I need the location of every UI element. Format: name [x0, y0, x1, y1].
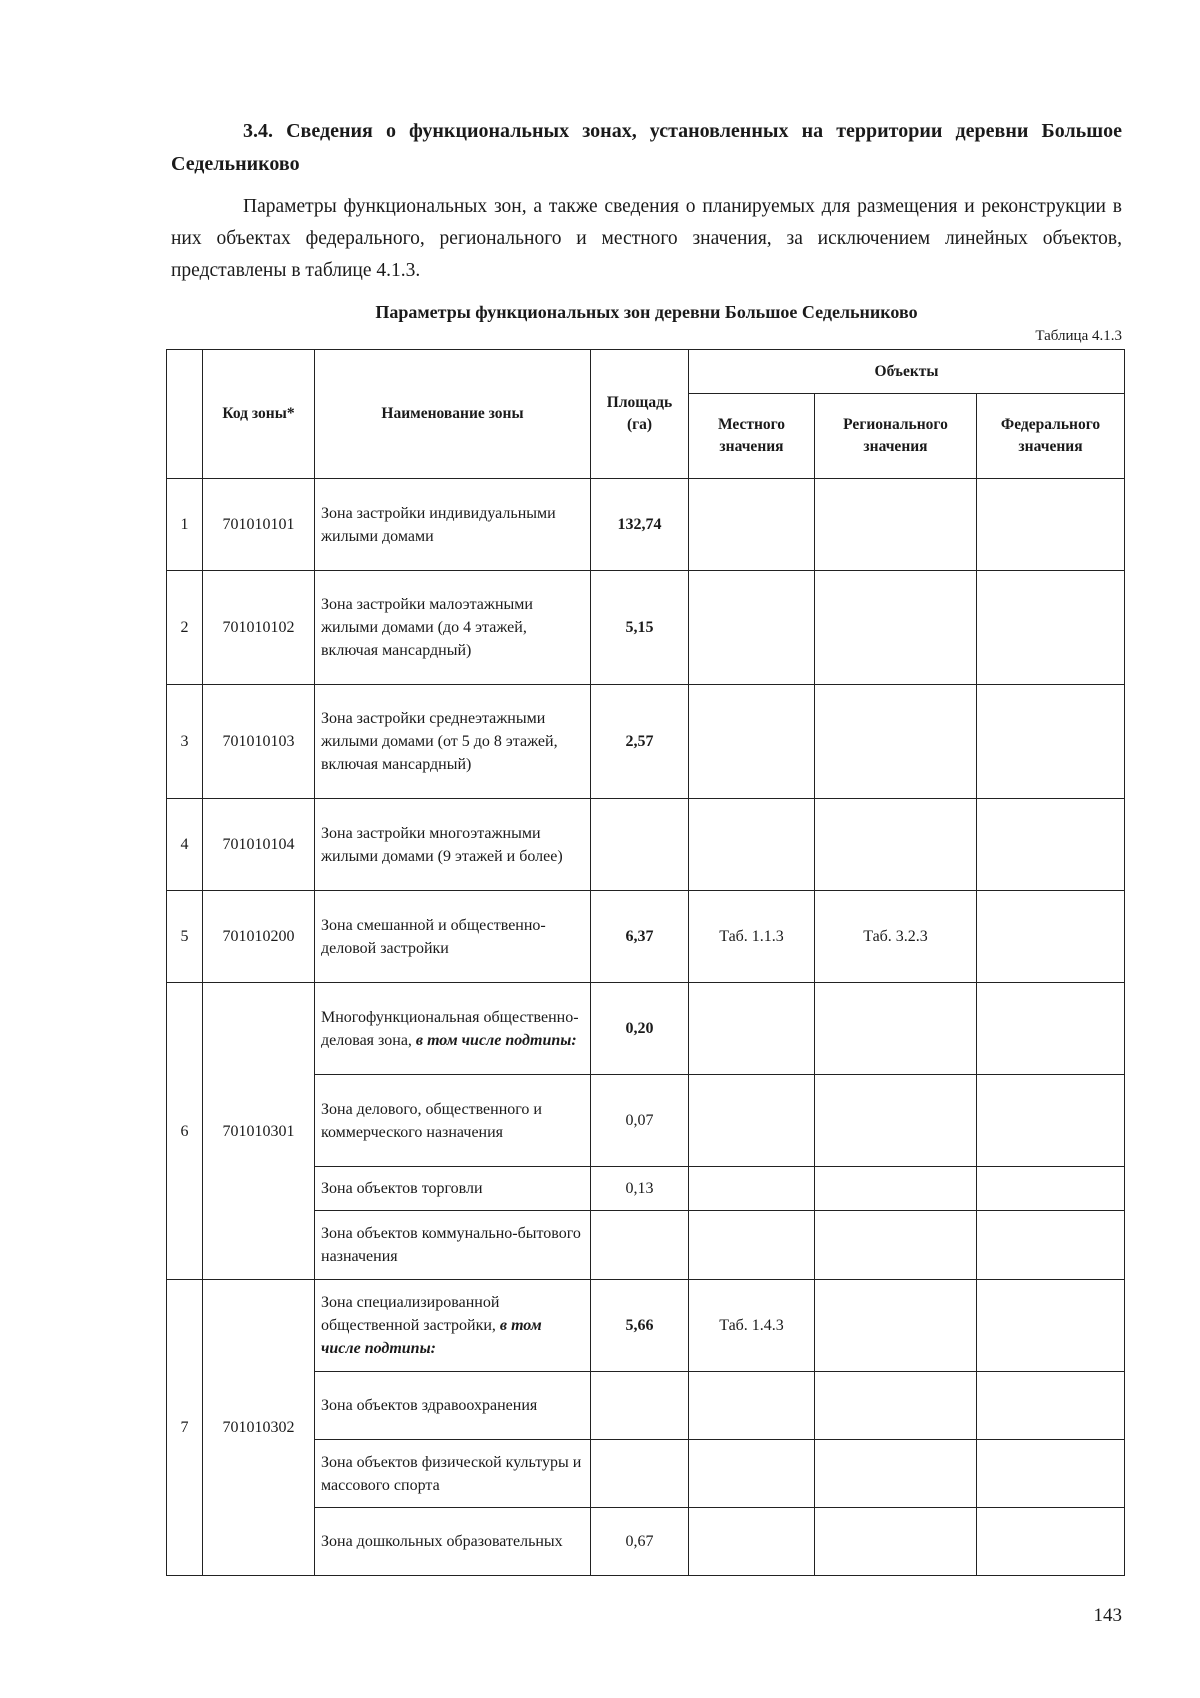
objects-local	[689, 799, 815, 891]
objects-local	[689, 685, 815, 799]
header-code: Код зоны*	[203, 350, 315, 479]
objects-local	[689, 479, 815, 571]
zone-area: 0,67	[591, 1508, 689, 1576]
zone-code: 701010101	[203, 479, 315, 571]
zone-area: 5,66	[591, 1280, 689, 1372]
objects-regional	[815, 1167, 977, 1211]
zone-area: 6,37	[591, 891, 689, 983]
objects-federal	[977, 1440, 1125, 1508]
table-row	[167, 891, 1125, 983]
page-number: 143	[1093, 1605, 1122, 1626]
objects-regional	[815, 685, 977, 799]
objects-regional: Таб. 3.2.3	[815, 891, 977, 983]
objects-federal	[977, 571, 1125, 685]
zone-area: 2,57	[591, 685, 689, 799]
objects-local	[689, 1372, 815, 1440]
table-row	[167, 799, 1125, 891]
objects-federal	[977, 479, 1125, 571]
zone-area: 132,74	[591, 479, 689, 571]
header-name: Наименование зоны	[315, 350, 591, 479]
objects-regional	[815, 1211, 977, 1280]
zone-name: Зона объектов физической культуры и массового спорта	[315, 1440, 591, 1508]
table-row	[167, 479, 1125, 571]
zone-name: Зона застройки многоэтажными жилыми домами (9 этажей и более)	[315, 799, 591, 891]
objects-local: Таб. 1.1.3	[689, 891, 815, 983]
objects-regional	[815, 799, 977, 891]
zone-area	[591, 1372, 689, 1440]
zone-name-text: Многофункциональная общественно-деловая зона,	[321, 1008, 579, 1049]
objects-federal	[977, 799, 1125, 891]
zone-name	[315, 1280, 591, 1372]
table-row	[167, 983, 1125, 1075]
zone-name: Зона дошкольных образовательных	[315, 1508, 591, 1576]
objects-local	[689, 1075, 815, 1167]
header-regional: Регионального значения	[815, 394, 977, 479]
row-number: 2	[167, 571, 203, 685]
header-local: Местного значения	[689, 394, 815, 479]
objects-local: Таб. 1.4.3	[689, 1280, 815, 1372]
objects-regional	[815, 1280, 977, 1372]
zone-area: 0,13	[591, 1167, 689, 1211]
objects-regional	[815, 1440, 977, 1508]
table-row	[167, 1280, 1125, 1372]
zone-name: Зона объектов торговли	[315, 1167, 591, 1211]
objects-regional	[815, 1508, 977, 1576]
objects-regional	[815, 571, 977, 685]
objects-federal	[977, 1167, 1125, 1211]
header-number	[167, 350, 203, 479]
zone-code: 701010200	[203, 891, 315, 983]
objects-federal	[977, 685, 1125, 799]
zone-area	[591, 1440, 689, 1508]
row-number: 5	[167, 891, 203, 983]
zone-code: 701010301	[203, 983, 315, 1280]
table-row	[167, 685, 1125, 799]
objects-federal	[977, 983, 1125, 1075]
table-number: Таблица 4.1.3	[1035, 328, 1122, 344]
row-number: 3	[167, 685, 203, 799]
objects-regional	[815, 479, 977, 571]
zone-name: Зона смешанной и общественно-деловой застройки	[315, 891, 591, 983]
objects-regional	[815, 1075, 977, 1167]
row-number: 4	[167, 799, 203, 891]
zone-code: 701010104	[203, 799, 315, 891]
objects-federal	[977, 891, 1125, 983]
objects-local	[689, 1440, 815, 1508]
zone-name: Зона застройки малоэтажными жилыми домами (до 4 этажей, включая мансардный)	[315, 571, 591, 685]
objects-local	[689, 1508, 815, 1576]
zone-code: 701010102	[203, 571, 315, 685]
zone-name: Зона застройки среднеэтажными жилыми домами (от 5 до 8 этажей, включая мансардный)	[315, 685, 591, 799]
objects-regional	[815, 1372, 977, 1440]
row-number: 1	[167, 479, 203, 571]
header-federal: Федерального значения	[977, 394, 1125, 479]
objects-local	[689, 1211, 815, 1280]
row-number: 7	[167, 1280, 203, 1576]
intro-paragraph: Параметры функциональных зон, а также сведения о планируемых для размещения и реконструкции в них объектах федерального, регионального и местного значения, за исключением линейных объектов, представлены в таблице 4.1.3.	[171, 196, 1122, 281]
zone-area	[591, 1211, 689, 1280]
zone-area: 0,20	[591, 983, 689, 1075]
zone-name: Зона объектов здравоохранения	[315, 1372, 591, 1440]
zone-code: 701010302	[203, 1280, 315, 1576]
header-objects: Объекты	[689, 350, 1125, 394]
row-number: 6	[167, 983, 203, 1280]
zone-code: 701010103	[203, 685, 315, 799]
table-caption: Параметры функциональных зон деревни Большое Седельниково	[375, 302, 918, 322]
zone-name: Зона делового, общественного и коммерческого назначения	[315, 1075, 591, 1167]
header-area: Площадь (га)	[591, 350, 689, 479]
zone-area: 0,07	[591, 1075, 689, 1167]
objects-federal	[977, 1211, 1125, 1280]
zone-area	[591, 799, 689, 891]
zone-name: Зона застройки индивидуальными жилыми домами	[315, 479, 591, 571]
subtype-note: в том числе подтипы:	[321, 1317, 542, 1357]
zones-table	[166, 349, 1125, 1576]
section-heading: 3.4. Сведения о функциональных зонах, установленных на территории деревни Большое Седельниково	[171, 120, 1122, 175]
objects-local	[689, 1167, 815, 1211]
zone-name-text: Зона специализированной общественной застройки,	[321, 1294, 500, 1334]
zone-name	[315, 983, 591, 1075]
objects-regional	[815, 983, 977, 1075]
table-row	[167, 571, 1125, 685]
objects-local	[689, 983, 815, 1075]
objects-federal	[977, 1280, 1125, 1372]
zone-name: Зона объектов коммунально-бытового назначения	[315, 1211, 591, 1280]
objects-federal	[977, 1075, 1125, 1167]
zone-area: 5,15	[591, 571, 689, 685]
subtype-note: в том числе подтипы:	[415, 1031, 577, 1049]
objects-federal	[977, 1508, 1125, 1576]
objects-local	[689, 571, 815, 685]
objects-federal	[977, 1372, 1125, 1440]
